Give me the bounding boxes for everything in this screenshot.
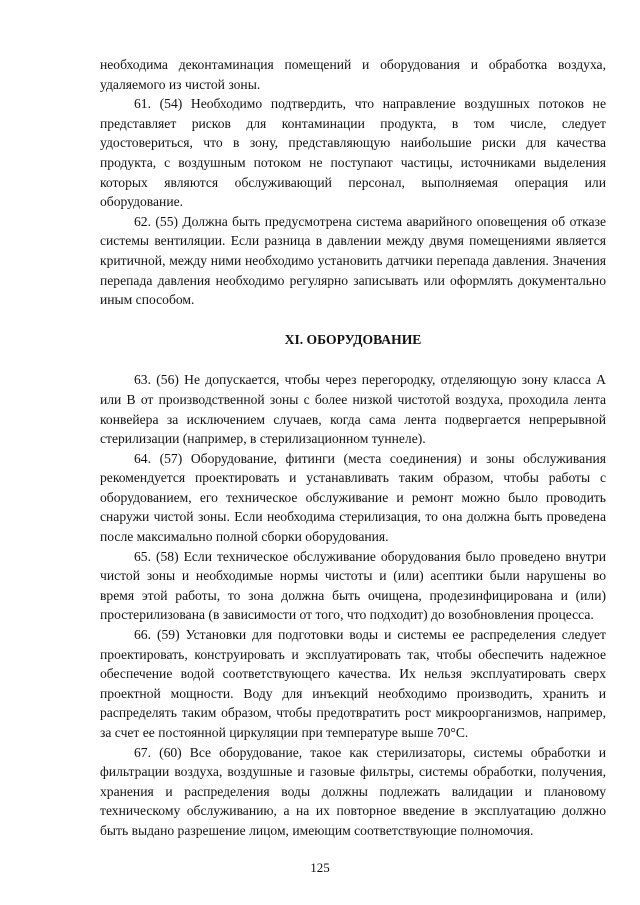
paragraph-62: 62. (55) Должна быть предусмотрена система аварийного оповещения об отказе системы вентиляции. Если разница в давлении между двумя помещениями является критичной, между ними необходимо установить датчики перепада давления. Значения перепада давления необходимо регулярно записывать или оформлять документально иным способом. [100,213,606,308]
page-number: 125 [310,860,330,875]
paragraph-continuation: необходима деконтаминация помещений и оборудования и обработка воздуха, удаляемого из чистой зоны. [100,57,606,92]
paragraph-64: 64. (57) Оборудование, фитинги (места соединения) и зоны обслуживания рекомендуется проектировать и устанавливать таким образом, чтобы работы с оборудованием, его техническое обслуживание и ремонт можно было проводить снаружи чистой зоны. Если необходима стерилизация, то она должна быть проведена после максимально полной сборки оборудования. [100,450,606,545]
section-heading: XI. ОБОРУДОВАНИЕ [284,331,422,347]
paragraph-65: 65. (58) Если техническое обслуживание оборудования было проведено внутри чистой зоны и необходимые нормы чистоты и (или) асептики были нарушены во время этой работы, то зона должна быть очищена, продезинфицирована и (или) простерилизована (в зависимости от того, что подходит) до возобновления процесса. [100,548,606,623]
paragraph-66: 66. (59) Установки для подготовки воды и системы ее распределения следует проектировать, конструировать и эксплуатировать так, чтобы обеспечить надежное обеспечение водой соответствующего качества. Их нельзя эксплуатировать сверх проектной мощности. Воду для инъекций необходимо производить, хранить и распределять таким образом, чтобы предотвратить рост микроорганизмов, например, за счет ее постоянной циркуляции при температуре выше 70°C. [100,627,606,740]
paragraph-63: 63. (56) Не допускается, чтобы через перегородку, отделяющую зону класса A или B от производственной зоны с более низкой чистотой воздуха, проходила лента конвейера за исключением случаев, когда сама лента подвергается непрерывной стерилизации (например, в стерилизационном туннеле). [100,372,606,447]
paragraph-61: 61. (54) Необходимо подтвердить, что направление воздушных потоков не представляет рисков для контаминации продукта, в том числе, следует удостовериться, что в зону, представляющую наибольшие риски для качества продукта, с воздушным потоком не поступают частицы, источниками выделения которых являются обслуживающий персонал, выполняемая операция или оборудование. [100,96,606,210]
paragraph-67: 67. (60) Все оборудование, такое как стерилизаторы, системы обработки и фильтрации воздуха, воздушные и газовые фильтры, системы обработки, получения, хранения и распределения воды должны подлежать валидации и плановому техническому обслуживанию, а на их повторное введение в эксплуатацию должно быть выдано разрешение лицом, имеющим соответствующие полномочия. [100,744,606,838]
